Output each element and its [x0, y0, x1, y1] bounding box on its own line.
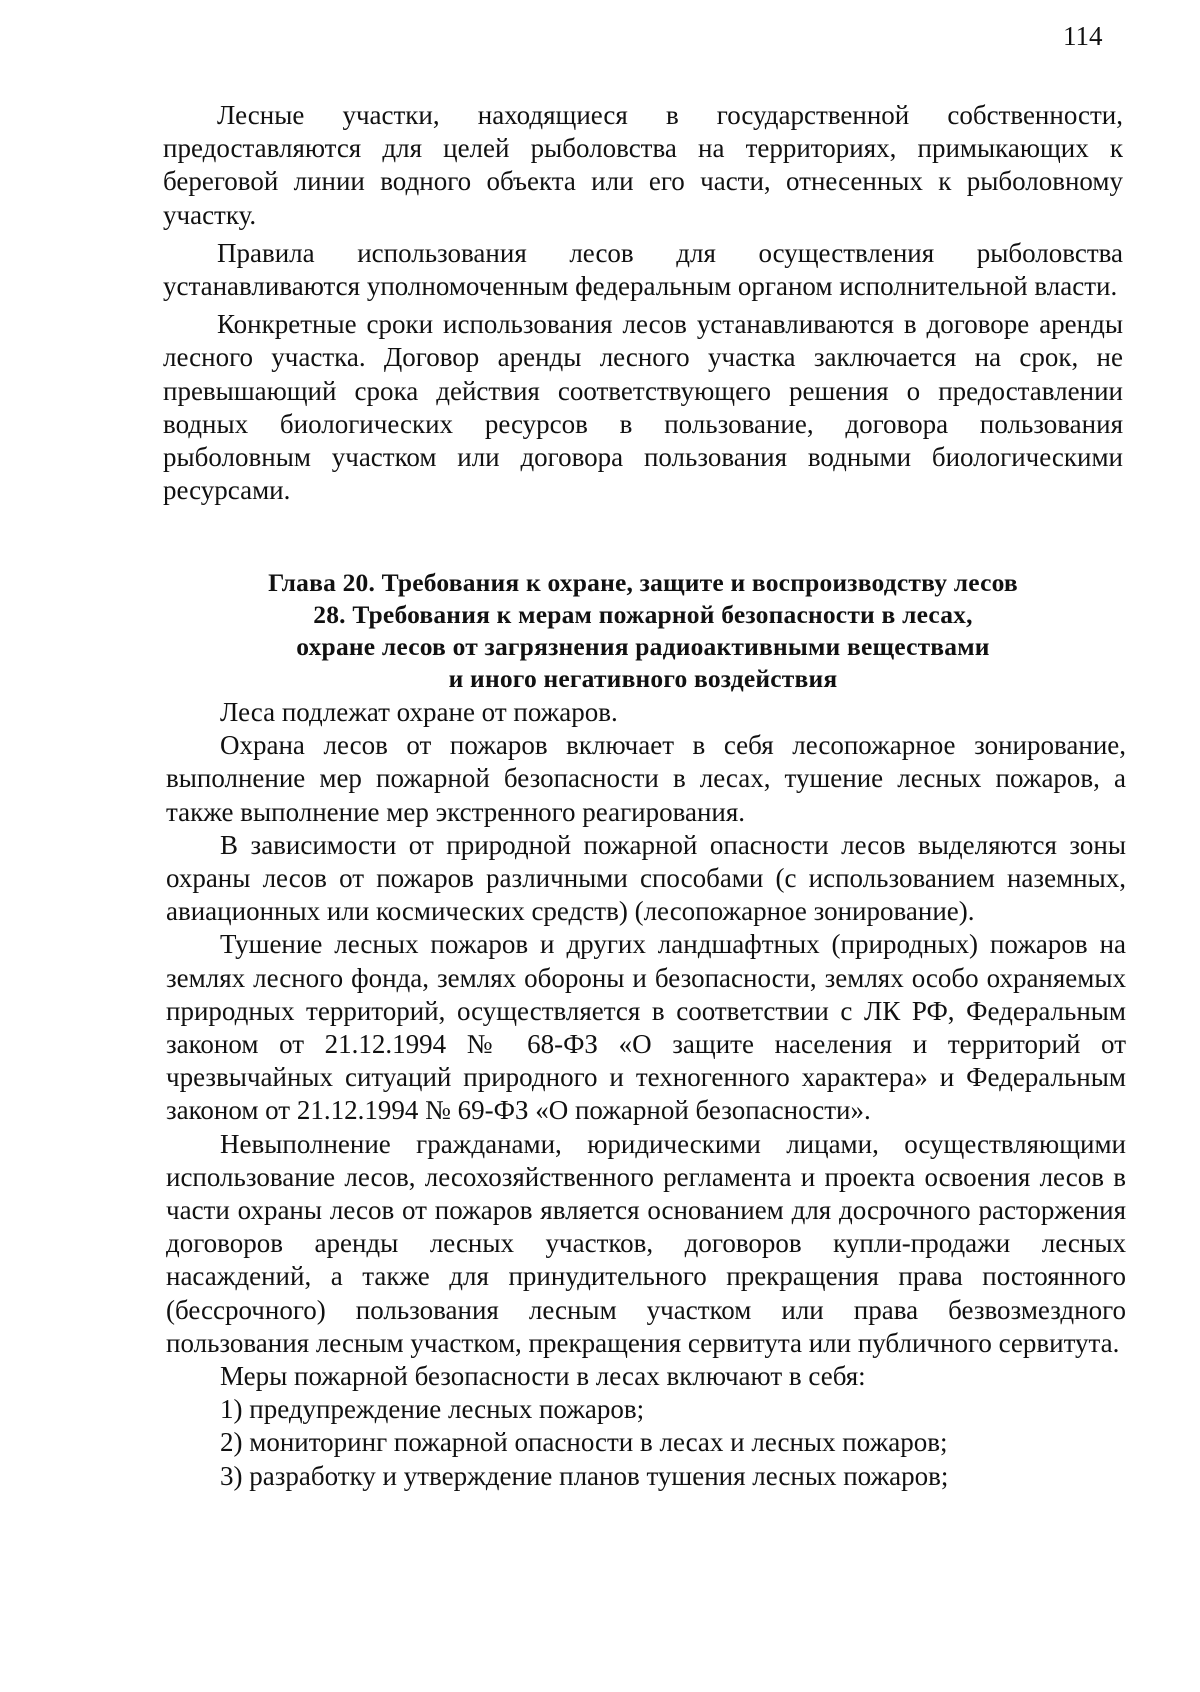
section-title-line: и иного негативного воздействия — [448, 664, 838, 693]
chapter-heading — [163, 567, 1123, 695]
paragraph: В зависимости от природной пожарной опасности лесов выделяются зоны охраны лесов от пожаров различными способами (с использованием наземных, авиационных или космических средств) (лесопожарное зонирование). — [166, 829, 1126, 927]
chapter-title: Глава 20. Требования к охране, защите и воспроизводству лесов — [268, 568, 1018, 597]
list-item: 1) предупреждение лесных пожаров; — [220, 1394, 645, 1425]
list-item: 3) разработку и утверждение планов тушения лесных пожаров; — [220, 1460, 949, 1491]
paragraph: Меры пожарной безопасности в лесах включают в себя: — [220, 1361, 866, 1392]
paragraph: Тушение лесных пожаров и других ландшафтных (природных) пожаров на землях лесного фонда, землях обороны и безопасности, землях особо охраняемых природных территорий, осуществляется в соответствии с ЛК РФ, Федеральным законом от 21.12.1994 № 68-ФЗ «О защите населения и территорий от чрезвычайных ситуаций природного и техногенного характера» и Федеральным законом от 21.12.1994 № 69-ФЗ «О пожарной безопасности». — [166, 929, 1126, 1126]
section-2 — [166, 696, 1126, 1493]
paragraph: Лесные участки, находящиеся в государственной собственности, предоставляются для целей рыболовства на территориях, примыкающих к береговой линии водного объекта или его части, отнесенных к рыболовному участку. — [163, 100, 1123, 230]
section-title: 28. Требования к мерам пожарной безопасности в лесах, — [313, 600, 973, 629]
section-1 — [163, 99, 1123, 507]
paragraph: Невыполнение гражданами, юридическими лицами, осуществляющими использование лесов, лесохозяйственного регламента и проекта освоения лесов в части охраны лесов от пожаров является основанием для досрочного расторжения договоров аренды лесных участков, договоров купли-продажи лесных насаждений, а также для принудительного прекращения права постоянного (бессрочного) пользования лесным участком или права безвозмездного пользования лесным участком, прекращения сервитута или публичного сервитута. — [166, 1128, 1126, 1358]
page-number: 114 — [1063, 21, 1103, 51]
paragraph: Правила использования лесов для осуществления рыболовства устанавливаются уполномоченным федеральным органом исполнительной власти. — [163, 237, 1123, 302]
paragraph: Охрана лесов от пожаров включает в себя лесопожарное зонирование, выполнение мер пожарной безопасности в лесах, тушение лесных пожаров, а также выполнение мер экстренного реагирования. — [166, 730, 1126, 827]
list-item: 2) мониторинг пожарной опасности в лесах и лесных пожаров; — [220, 1427, 948, 1458]
section-title-line: охране лесов от загрязнения радиоактивными веществами — [296, 632, 990, 661]
paragraph: Леса подлежат охране от пожаров. — [220, 697, 618, 727]
paragraph: Конкретные сроки использования лесов устанавливаются в договоре аренды лесного участка. Договор аренды лесного участка заключается на срок, не превышающий срока действия соответствующего решения о предоставлении водных биологических ресурсов в пользование, договора пользования рыболовным участком или договора пользования водными биологическими ресурсами. — [163, 309, 1123, 506]
